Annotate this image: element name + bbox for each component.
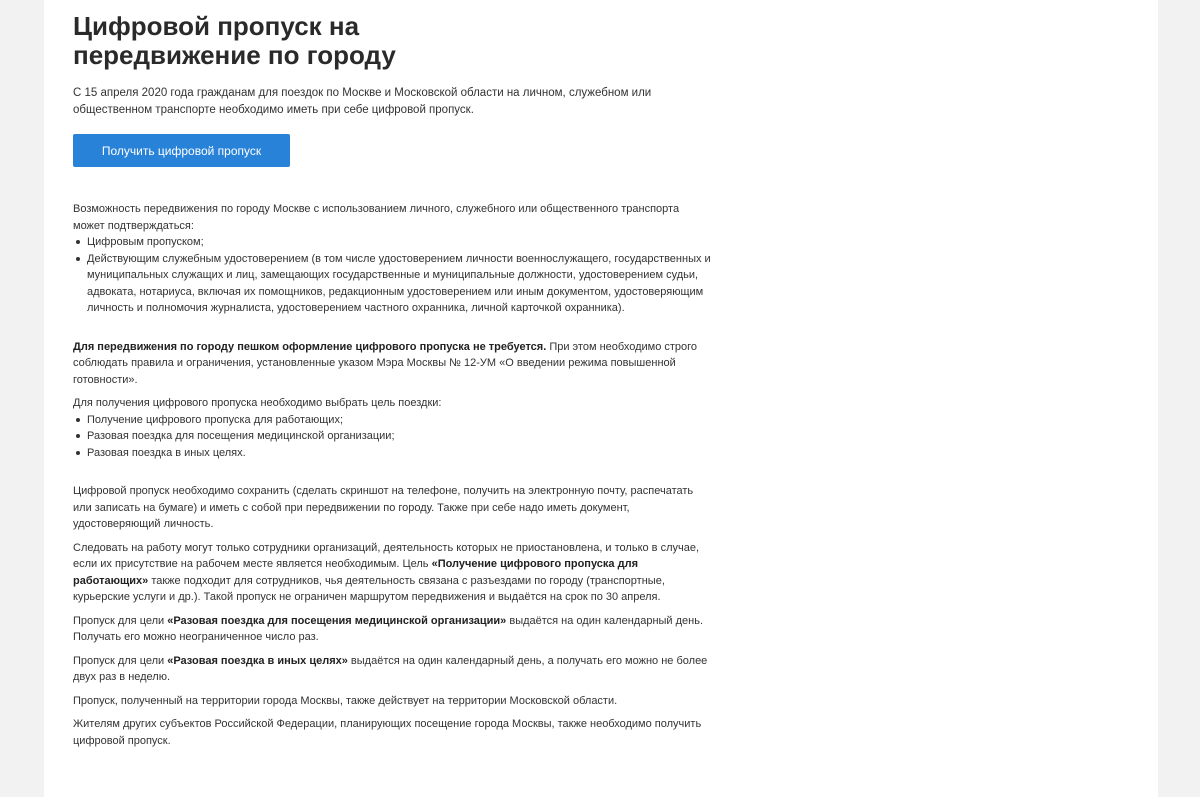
save-pass-paragraph: Цифровой пропуск необходимо сохранить (сделать скриншот на телефоне, получить на электронную почту, распечатать или записать на бумаге) и иметь с собой при передвижении по городу. Также при себе надо иметь документ, удостоверяющий личность.: [73, 485, 694, 530]
lead-paragraph: С 15 апреля 2020 года гражданам для поездок по Москве и Московской области на личном, служебном или общественном транспорте необходимо иметь при себе цифровой пропуск.: [73, 87, 652, 116]
text-span: Пропуск для цели: [73, 614, 168, 627]
walking-bold-text: Для передвижения по городу пешком оформление цифрового пропуска не требуется.: [73, 340, 547, 353]
walking-rest-text: При этом необходимо строго соблюдать правила и ограничения, установленные указом Мэра Москвы № 12-УМ «О введении режима повышенной готовности».: [73, 340, 698, 386]
text-span: Пропуск для цели: [73, 654, 168, 667]
list-item: Разовая поездка в иных целях.: [73, 445, 713, 462]
page-container: [44, 0, 1158, 797]
main-content: [73, 12, 713, 749]
other-trip-paragraph: [73, 653, 713, 686]
text-span: Следовать на работу могут только сотрудники организаций, деятельность которых не приостановлена, и только в случае, если их присутствие на рабочем месте является необходимым. Цель: [73, 541, 700, 570]
trip-purpose-list: [73, 412, 713, 462]
page-title: Цифровой пропуск на передвижение по городу: [73, 11, 396, 70]
other-regions-paragraph: Жителям других субъектов Российской Федерации, планирующих посещение города Москвы, также необходимо получить цифровой пропуск.: [73, 718, 702, 747]
bold-text: «Получение цифрового пропуска для работающих»: [73, 558, 638, 587]
bold-text: «Разовая поездка для посещения медицинской организации»: [167, 614, 507, 627]
work-travel-paragraph: [73, 540, 713, 606]
list-item: Получение цифрового пропуска для работающих;: [73, 412, 713, 429]
text-span: также подходит для сотрудников, чья деятельность связана с разъездами по городу (транспортные, курьерские услуги и др.). Такой пропуск не ограничен маршрутом передвижения и выдаётся на срок по 30 апреля.: [73, 574, 665, 603]
medical-trip-paragraph: [73, 613, 713, 646]
list-item: Действующим служебным удостоверением (в том числе удостоверением личности военнослужащего, государственных и муниципальных служащих и лиц, замещающих государственные и муниципальные должности, удостоверением судьи, адвоката, нотариуса, включая их помощников, редакционным удостоверением или иным документом, удостоверяющим личность и полномочия журналиста, удостоверением частного охранника, личной карточкой охранника).: [73, 251, 713, 317]
transport-intro: Возможность передвижения по городу Москве с использованием личного, служебного или общественного транспорта может подтверждаться:: [73, 203, 680, 232]
moscow-region-paragraph: Пропуск, полученный на территории города Москвы, также действует на территории Московской области.: [73, 694, 618, 707]
info-text: [73, 201, 713, 749]
purpose-intro: Для получения цифрового пропуска необходимо выбрать цель поездки:: [73, 397, 442, 409]
walking-paragraph: [73, 339, 713, 389]
transport-proof-list: [73, 234, 713, 317]
list-item: Цифровым пропуском;: [73, 234, 713, 251]
get-digital-pass-button[interactable]: Получить цифровой пропуск: [73, 134, 290, 167]
bold-text: «Разовая поездка в иных целях»: [167, 654, 348, 667]
text-span: выдаётся на один календарный день, а получать его можно не более двух раз в неделю.: [73, 654, 708, 683]
text-span: выдаётся на один календарный день. Получать его можно неограниченное число раз.: [73, 614, 704, 643]
list-item: Разовая поездка для посещения медицинской организации;: [73, 428, 713, 445]
